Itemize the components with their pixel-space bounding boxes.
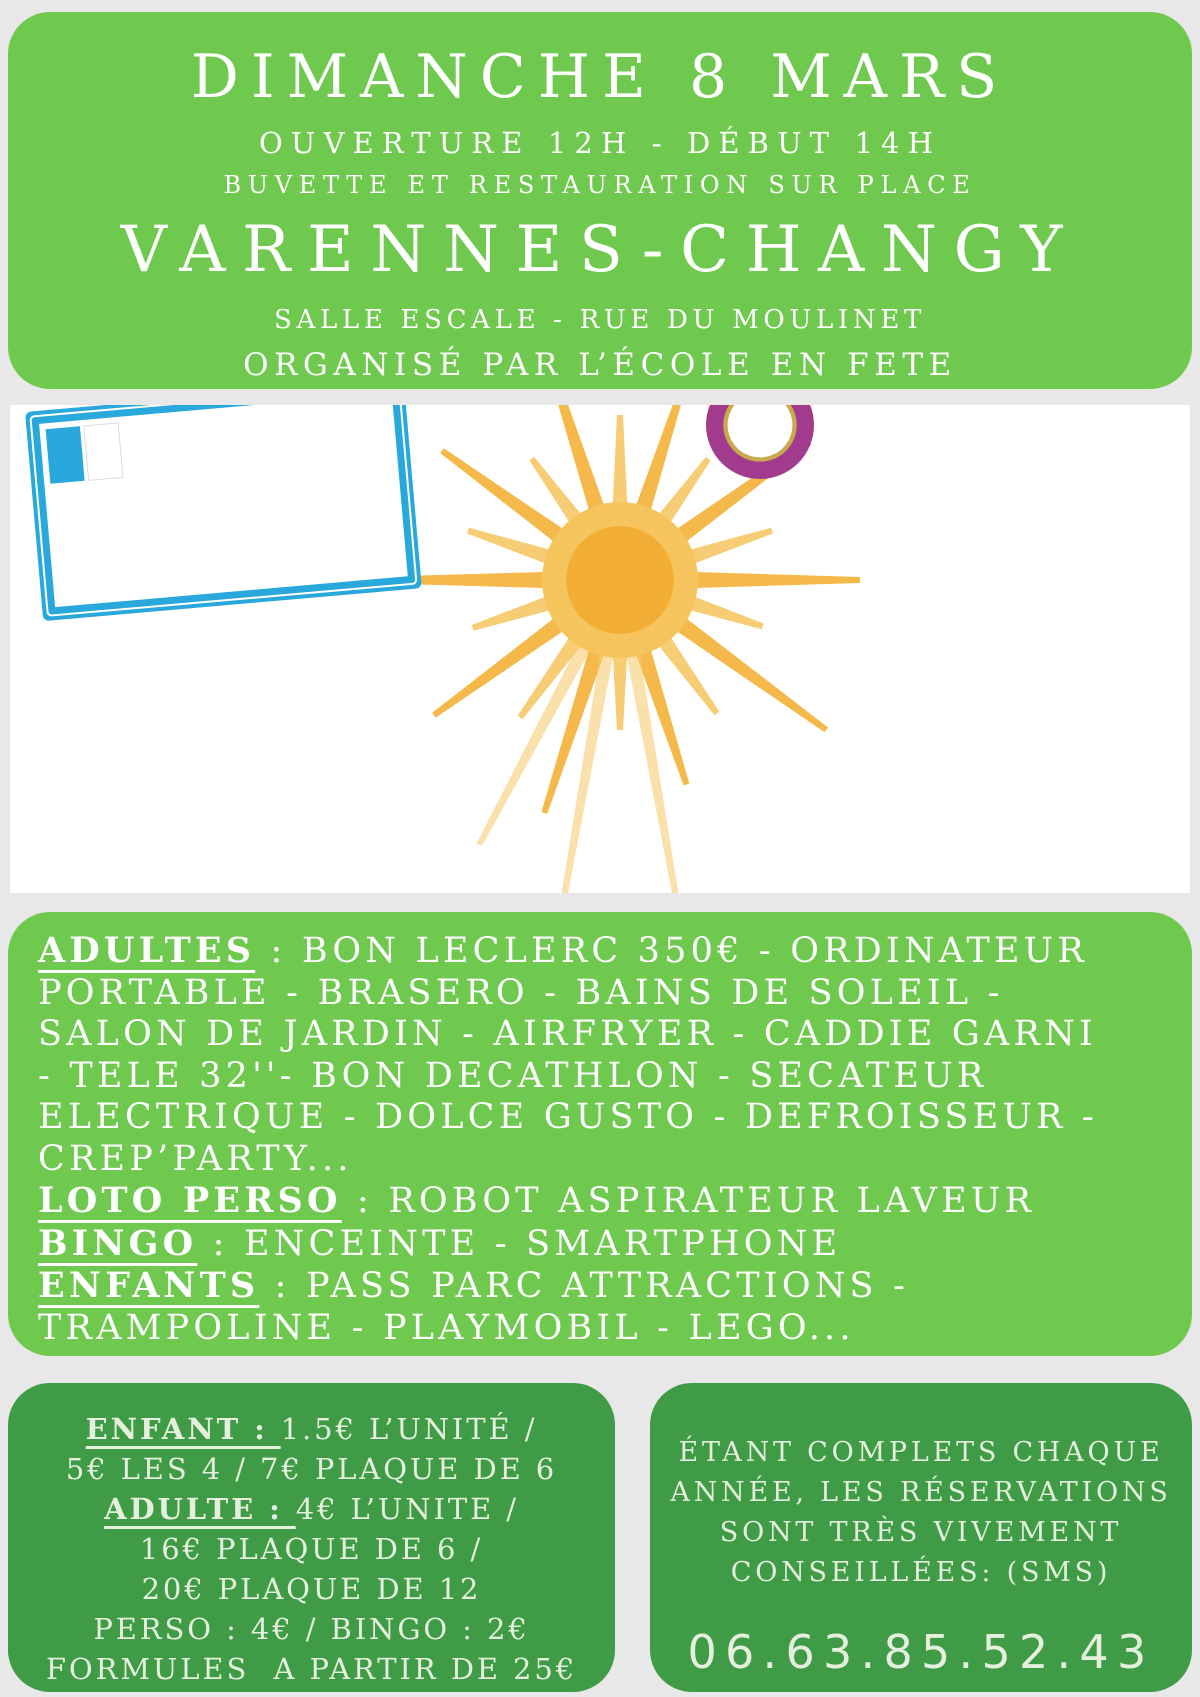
price-line	[8, 1449, 615, 1489]
prize-line	[38, 1056, 1164, 1098]
price-line	[8, 1489, 615, 1529]
event-food-note: BUVETTE ET RESTAURATION SUR PLACE	[223, 171, 977, 199]
prize-line	[38, 1097, 1164, 1139]
prize-text: TRAMPOLINE - PLAYMOBIL - LEGO...	[38, 1307, 855, 1348]
prizes-panel	[8, 912, 1192, 1356]
prize-text: : ENCEINTE - SMARTPHONE	[197, 1223, 842, 1264]
prize-line	[38, 1139, 1164, 1181]
prize-text: : PASS PARC ATTRACTIONS -	[259, 1266, 910, 1306]
price-text: 5€ LES 4 / 7€ PLAQUE DE 6	[65, 1452, 558, 1486]
event-venue: SALLE ESCALE - RUE DU MOULINET	[274, 305, 926, 335]
prize-line	[38, 1014, 1164, 1056]
reservation-text: ANNÉE, LES RÉSERVATIONS	[670, 1477, 1172, 1508]
price-line	[8, 1649, 615, 1689]
price-text: FORMULES A PARTIR DE 25€	[45, 1652, 578, 1686]
price-label-adulte: ADULTE :	[104, 1492, 296, 1526]
hero-image	[10, 405, 1190, 893]
event-date: DIMANCHE 8 MARS	[190, 42, 1010, 112]
price-text: 4€ L’UNITE /	[295, 1492, 519, 1526]
event-hours: OUVERTURE 12H - DÉBUT 14H	[258, 126, 941, 160]
prize-line	[38, 1308, 1164, 1350]
reservation-panel	[650, 1383, 1192, 1692]
reservation-text: CONSEILLÉES: (SMS)	[730, 1557, 1112, 1588]
prize-line	[38, 1180, 1164, 1223]
prize-category-bingo: BINGO	[38, 1222, 198, 1264]
prize-text: SALON DE JARDIN - AIRFRYER - CADDIE GARNI	[38, 1014, 1097, 1054]
reservation-text: ÉTANT COMPLETS CHAQUE	[678, 1437, 1164, 1468]
prize-category-loto-perso: LOTO PERSO	[38, 1180, 342, 1221]
price-label-enfant: ENFANT :	[85, 1412, 281, 1446]
phone-number: 06.63.85.52.43	[687, 1625, 1155, 1679]
prize-line	[38, 973, 1164, 1015]
price-text: 16€ PLAQUE DE 6 /	[139, 1532, 484, 1566]
event-organizer: ORGANISÉ PAR L’ÉCOLE EN FETE	[243, 347, 957, 383]
price-text: 1.5€ L’UNITÉ /	[280, 1412, 538, 1446]
reservation-text: SONT TRÈS VIVEMENT	[719, 1517, 1123, 1548]
header-panel	[8, 12, 1192, 389]
price-line	[8, 1529, 615, 1569]
price-line	[8, 1409, 615, 1449]
price-text: 20€ PLAQUE DE 12	[141, 1572, 482, 1606]
price-line	[8, 1609, 615, 1649]
prize-category-enfants: ENFANTS	[38, 1265, 260, 1306]
prize-line	[38, 1265, 1164, 1308]
prize-category-adultes: ADULTES	[38, 930, 256, 971]
event-city: VARENNES-CHANGY	[120, 213, 1080, 287]
price-text: PERSO : 4€ / BINGO : 2€	[93, 1612, 530, 1646]
prize-text: : BON LECLERC 350€ - ORDINATEUR	[255, 931, 1088, 971]
price-line	[8, 1569, 615, 1609]
prize-text: CREP’PARTY...	[38, 1138, 353, 1179]
prize-text: PORTABLE - BRASERO - BAINS DE SOLEIL -	[38, 972, 1004, 1013]
prize-text: ELECTRIQUE - DOLCE GUSTO - DEFROISSEUR -	[38, 1097, 1098, 1137]
prize-text: - TELE 32''- BON DECATHLON - SECATEUR	[38, 1055, 988, 1096]
prize-line	[38, 930, 1164, 973]
pricing-panel	[8, 1383, 615, 1692]
prize-text: : ROBOT ASPIRATEUR LAVEUR	[341, 1181, 1036, 1221]
loto-illustration	[10, 405, 1190, 893]
prize-line	[38, 1223, 1164, 1266]
